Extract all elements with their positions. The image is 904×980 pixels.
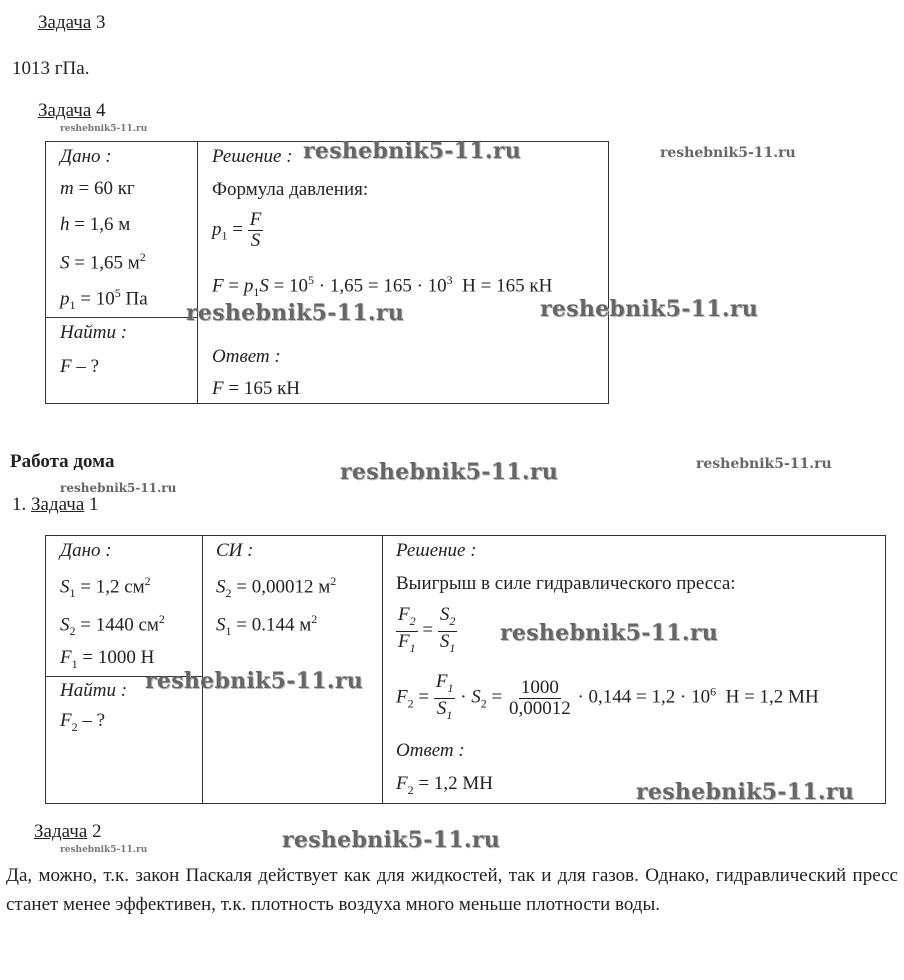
homework-title: Работа дома: [10, 451, 115, 472]
watermark: reshebnik5-11.ru: [303, 138, 522, 164]
task4-heading-word: Задача: [38, 100, 92, 121]
homework-task2-heading-number: 2: [92, 821, 102, 842]
watermark: reshebnik5-11.ru: [145, 668, 364, 694]
task4-given-height: h = 1,6 м: [60, 214, 131, 235]
task1-si-s1: $S_1 = 0.144$ $м^2$: [216, 612, 318, 639]
task1-find-label: Найти :: [60, 680, 128, 701]
task3-answer: 1013 гПа.: [12, 58, 90, 79]
task4-given-pressure: $p_1 = 10^5$ Па: [60, 286, 148, 313]
homework-task2-heading-word: Задача: [34, 821, 88, 842]
task4-formula-F: $F = p_1S = 10^5 \cdot 1,65 = 165 \cdot 10^3$ Н = 165 кН: [212, 273, 553, 300]
task4-find-value: F – ?: [60, 356, 100, 377]
task4-given-label: Дано :: [60, 146, 112, 167]
task4-given-find-divider: [45, 317, 198, 318]
watermark: reshebnik5-11.ru: [282, 827, 501, 853]
watermark: reshebnik5-11.ru: [696, 456, 832, 472]
task1-si-label: СИ :: [216, 540, 254, 561]
task3-heading-word: Задача: [38, 12, 92, 33]
watermark: reshebnik5-11.ru: [660, 145, 796, 161]
homework-item-prefix: 1.: [12, 494, 27, 515]
task4-heading-number: 4: [96, 100, 106, 121]
watermark: reshebnik5-11.ru: [540, 296, 759, 322]
homework-task1-heading-number: 1: [89, 494, 99, 515]
task4-table-divider: [197, 141, 198, 403]
task4-heading: [38, 100, 106, 122]
task1-si-s2: $S_2 = 0,00012$ $м^2$: [216, 574, 337, 601]
task4-solution-label: Решение :: [212, 146, 293, 167]
task1-given-f1: $F_1 = 1000$ Н: [60, 647, 155, 671]
task4-given-mass: m = 60 кг: [60, 178, 135, 199]
task4-formula-intro: Формула давления:: [212, 179, 369, 200]
task1-given-label: Дано :: [60, 540, 112, 561]
task4-formula-p1: $p_1$ = $\frac{F}{S}$: [212, 209, 262, 251]
task4-answer-value: F = 165 кН: [212, 378, 301, 399]
homework-task1-heading: [12, 494, 99, 516]
watermark: reshebnik5-11.ru: [60, 845, 148, 855]
task4-find-label: Найти :: [60, 322, 128, 343]
watermark: reshebnik5-11.ru: [340, 459, 559, 485]
homework-task2-heading: [34, 821, 102, 843]
task1-answer-value: $F_2 = 1,2$ МН: [396, 773, 493, 797]
task1-given-s2: $S_2 = 1440$ $см^2$: [60, 612, 165, 639]
task4-answer-label: Ответ :: [212, 346, 281, 367]
task2-answer-text: Да, можно, т.к. закон Паскаля действует как для жидкостей, так и для газов. Однако, гидравлический пресс станет менее эффективен, т.к. плотность воздуха много меньше плотности воды.: [6, 865, 898, 915]
task1-table-divider-2: [382, 535, 383, 803]
task1-solution-intro: Выигрыш в силе гидравлического пресса:: [396, 573, 736, 594]
watermark: reshebnik5-11.ru: [60, 481, 177, 495]
watermark: reshebnik5-11.ru: [60, 124, 148, 134]
homework-task1-heading-word: Задача: [31, 494, 85, 515]
watermark: reshebnik5-11.ru: [186, 300, 405, 326]
watermark: reshebnik5-11.ru: [636, 779, 855, 805]
task1-find-value: $F_2$ – ?: [60, 710, 106, 734]
task3-heading: [38, 12, 106, 34]
task1-answer-label: Ответ :: [396, 740, 465, 761]
task4-given-area: S = 1,65 $м^2$: [60, 250, 146, 274]
task1-ratio-formula: $\frac{F_2}{F_1}$ = $\frac{S_2}{S_1}$: [398, 604, 456, 655]
task1-calc-formula: $F_2$ = $\frac{F_1}{S_1}$ · $S_2$ = $\frac{1000}{0,00012}$ · $0,144 = 1,2 \cdot 10^6$ Н = 1,2 МН: [396, 671, 819, 722]
watermark: reshebnik5-11.ru: [500, 620, 719, 646]
task3-heading-number: 3: [96, 12, 106, 33]
task1-given-s1: $S_1 = 1,2$ $см^2$: [60, 574, 151, 601]
task1-solution-label: Решение :: [396, 540, 477, 561]
